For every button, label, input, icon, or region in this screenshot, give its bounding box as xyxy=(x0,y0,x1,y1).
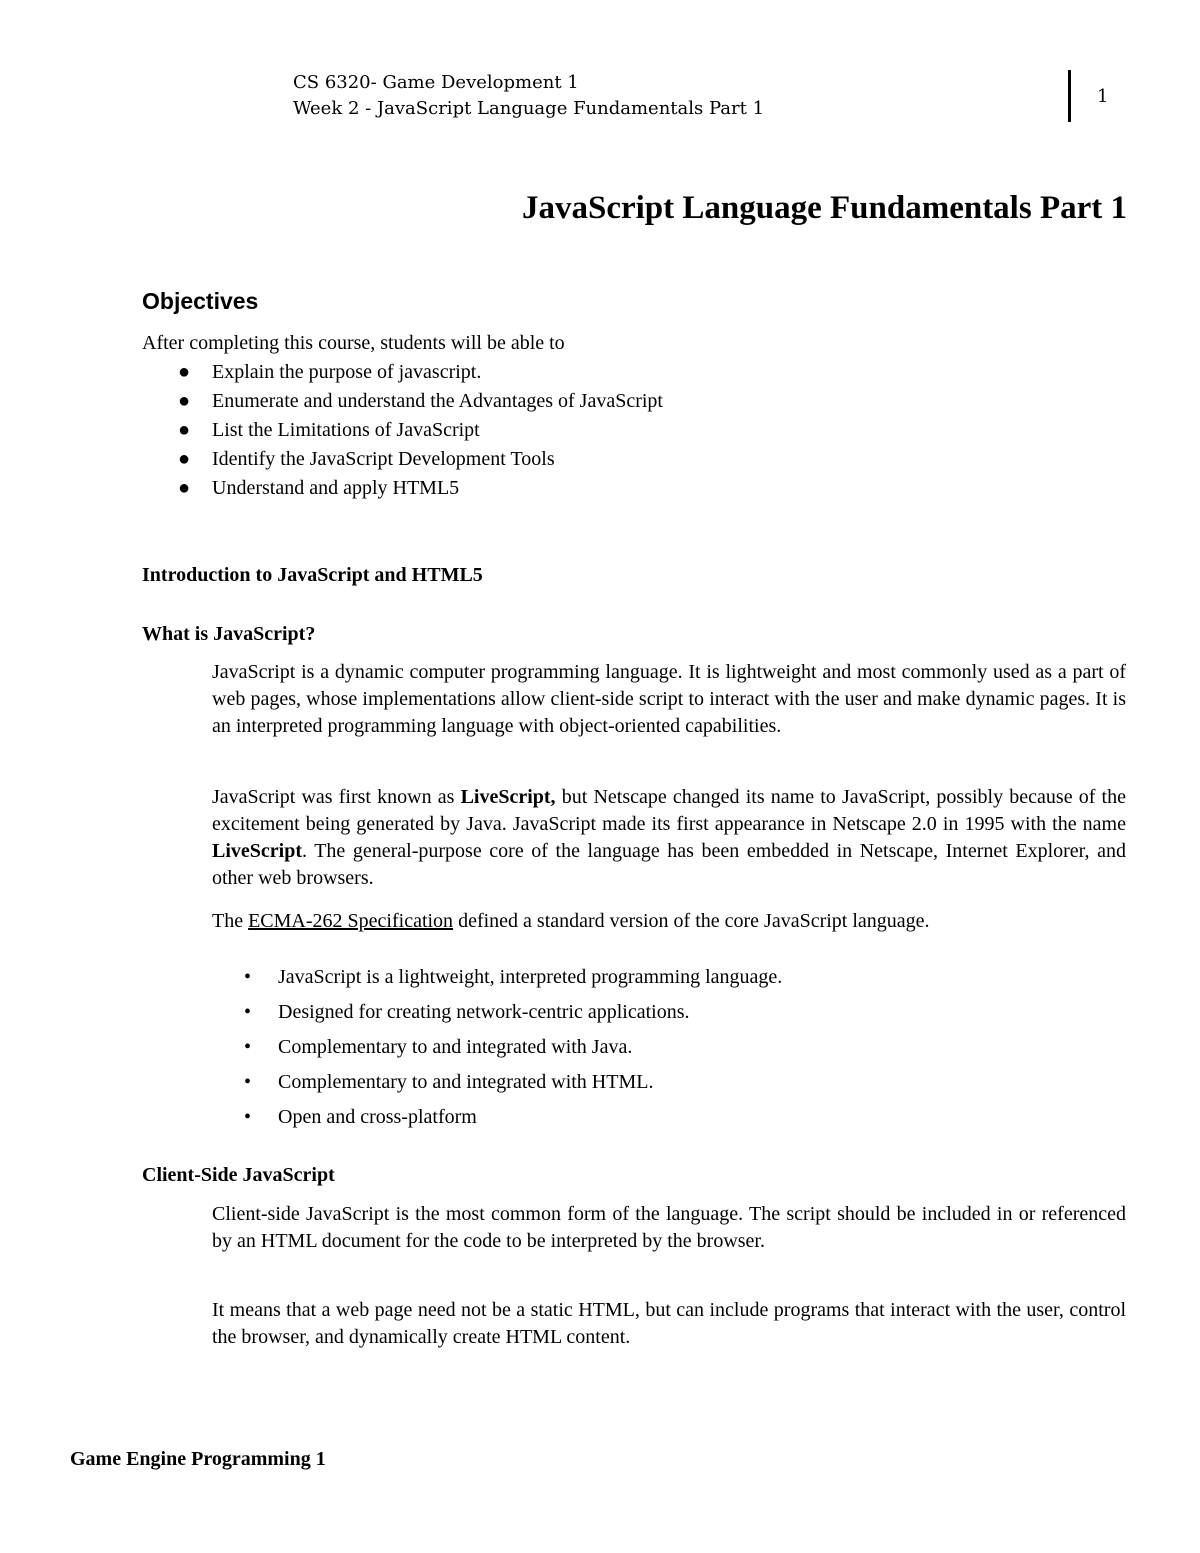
bullet-icon: ● xyxy=(178,419,191,441)
bold-livescript: LiveScript xyxy=(212,840,302,862)
section-heading-client-side: Client-Side JavaScript xyxy=(142,1164,335,1186)
objective-text: Understand and apply HTML5 xyxy=(212,477,460,499)
header-course-line: CS 6320- Game Development 1 xyxy=(293,72,579,93)
bold-livescript: LiveScript, xyxy=(460,786,556,808)
ecma-specification-link[interactable]: ECMA-262 Specification xyxy=(248,910,454,932)
paragraph-text: defined a standard version of the core JavaScript language. xyxy=(453,910,930,932)
objective-text: Identify the JavaScript Development Tools xyxy=(212,448,555,470)
objective-item xyxy=(178,358,663,387)
objective-text: Explain the purpose of javascript. xyxy=(212,361,482,383)
section-heading-what-is-javascript: What is JavaScript? xyxy=(142,623,316,645)
paragraph-text: The xyxy=(212,910,249,932)
feature-text: Designed for creating network-centric applications. xyxy=(278,1001,690,1023)
objectives-intro: After completing this course, students will be able to xyxy=(142,332,565,354)
document-title: JavaScript Language Fundamentals Part 1 xyxy=(521,190,1127,226)
feature-text: JavaScript is a lightweight, interpreted programming language. xyxy=(278,966,783,988)
bullet-icon: • xyxy=(244,966,252,988)
section-heading-introduction: Introduction to JavaScript and HTML5 xyxy=(142,564,483,586)
what-is-paragraph-2 xyxy=(212,784,1126,892)
bullet-icon: ● xyxy=(178,477,191,499)
javascript-features-list xyxy=(244,961,782,1136)
paragraph-text: JavaScript was first known as xyxy=(212,786,461,808)
client-side-paragraph-2: It means that a web page need not be a static HTML, but can include programs that interact with the user, control the browser, and dynamically create HTML content. xyxy=(212,1299,1126,1348)
what-is-paragraph-1: JavaScript is a dynamic computer programming language. It is lightweight and most commonly used as a part of web pages, whose implementations allow client-side script to interact with the user and make dynamic pages. It is an interpreted programming language with object-oriented capabilities. xyxy=(212,661,1126,737)
paragraph-text: . The general-purpose core of the language has been embedded in Netscape, Internet Explorer, and other web browsers. xyxy=(212,840,1126,889)
objectives-list xyxy=(178,358,663,503)
objective-item xyxy=(178,445,663,474)
feature-item xyxy=(244,1066,782,1101)
feature-item xyxy=(244,996,782,1031)
objective-item xyxy=(178,474,663,503)
feature-text: Complementary to and integrated with HTML. xyxy=(278,1071,654,1093)
paragraph-text: but Netscape changed its name to JavaScript, possibly because of the excitement being generated by Java. JavaScript made its first appearance in Netscape 2.0 in 1995 with the name xyxy=(212,786,1126,835)
bullet-icon: ● xyxy=(178,448,191,470)
objective-text: Enumerate and understand the Advantages of JavaScript xyxy=(212,390,663,412)
bullet-icon: • xyxy=(244,1001,252,1023)
objective-item xyxy=(178,416,663,445)
bullet-icon: • xyxy=(244,1071,252,1093)
feature-item xyxy=(244,1031,782,1066)
page-footer: Game Engine Programming 1 xyxy=(70,1448,326,1470)
objective-text: List the Limitations of JavaScript xyxy=(212,419,480,441)
what-is-paragraph-3 xyxy=(212,908,930,935)
bullet-icon: • xyxy=(244,1106,252,1128)
header-week-line: Week 2 - JavaScript Language Fundamentals Part 1 xyxy=(293,98,765,119)
feature-item xyxy=(244,961,782,996)
feature-text: Complementary to and integrated with Java. xyxy=(278,1036,633,1058)
feature-item xyxy=(244,1101,782,1136)
client-side-paragraph-1: Client-side JavaScript is the most common form of the language. The script should be included in or referenced by an HTML document for the code to be interpreted by the browser. xyxy=(212,1203,1126,1252)
bullet-icon: ● xyxy=(178,390,191,412)
feature-text: Open and cross-platform xyxy=(278,1106,477,1128)
header-divider xyxy=(1068,70,1071,122)
objective-item xyxy=(178,387,663,416)
page-number: 1 xyxy=(1097,86,1109,107)
bullet-icon: ● xyxy=(178,361,191,383)
bullet-icon: • xyxy=(244,1036,252,1058)
objectives-heading: Objectives xyxy=(142,288,259,314)
